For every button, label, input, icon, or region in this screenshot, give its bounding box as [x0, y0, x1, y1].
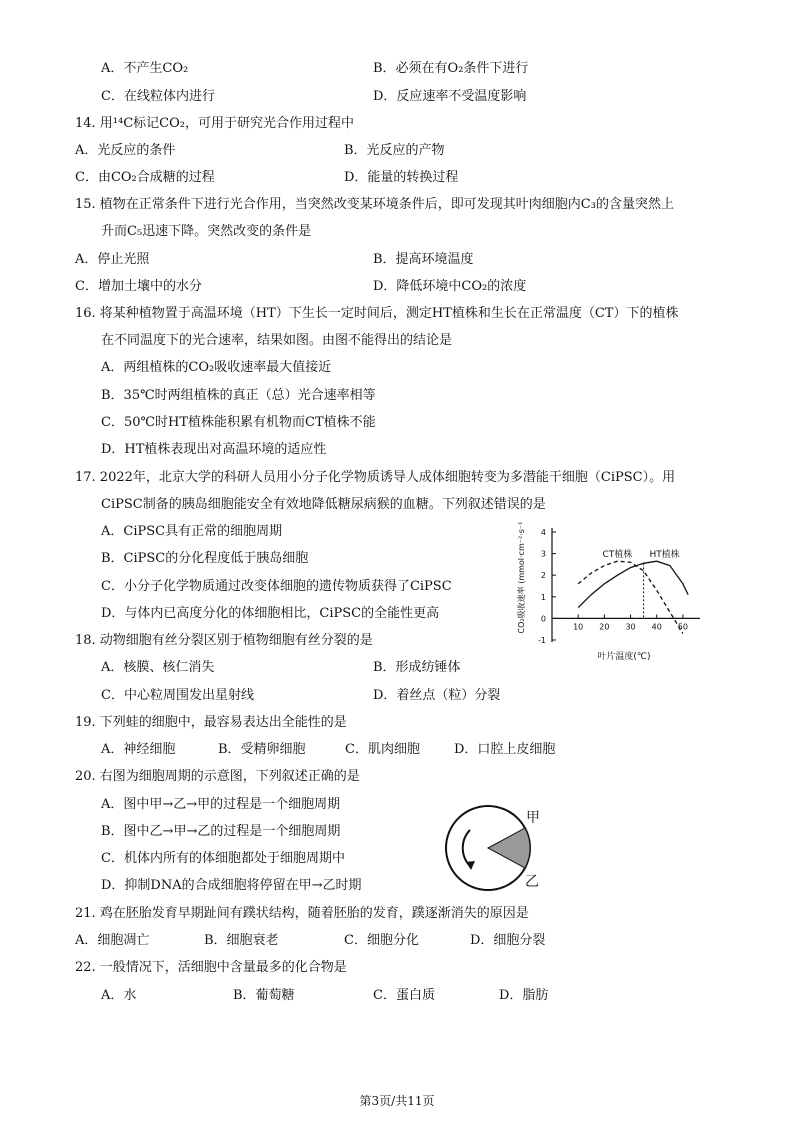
text-line: C．蛋白质 [373, 988, 435, 1003]
text-line: C．肌肉细胞 [345, 742, 420, 757]
text-line: C．在线粒体内进行 [101, 89, 215, 104]
text-line: A．不产生CO₂ [101, 61, 189, 76]
text-line: A．核膜、核仁消失 [101, 660, 215, 675]
text-line: 18. 动物细胞有丝分裂区别于植物细胞有丝分裂的是 [75, 633, 373, 648]
text-line: D．反应速率不受温度影响 [373, 89, 527, 104]
text-line: C．增加土壤中的水分 [75, 279, 202, 294]
text-line: B．葡萄糖 [233, 988, 295, 1003]
label-yi: 乙 [525, 874, 539, 890]
text-line: A．CiPSC具有正常的细胞周期 [101, 524, 283, 539]
text-line: A．图中甲→乙→甲的过程是一个细胞周期 [101, 797, 341, 812]
y-tick-label: 4 [540, 528, 546, 537]
text-line: 14. 用¹⁴C标记CO₂，可用于研究光合作用过程中 [75, 116, 354, 131]
text-line: 17. 2022年，北京大学的科研人员用小分子化学物质诱导人成体细胞转变为多潜能干细胞（CiPSC）。用 [75, 470, 676, 485]
series-label: CT植株 [602, 549, 633, 560]
text-line: 20. 右图为细胞周期的示意图，下列叙述正确的是 [75, 769, 360, 784]
text-line: 在不同温度下的光合速率，结果如图。由图不能得出的结论是 [101, 333, 453, 348]
text-line: 15. 植物在正常条件下进行光合作用，当突然改变某环境条件后，即可发现其叶肉细胞内C₃的含量突然上 [75, 197, 674, 212]
text-line: 升而C₅迅速下降。突然改变的条件是 [101, 224, 312, 239]
x-tick-label: 30 [625, 622, 636, 632]
y-tick-label: 0 [540, 614, 546, 624]
x-axis-label: 叶片温度(℃) [597, 652, 651, 662]
text-line: B．必须在有O₂条件下进行 [373, 61, 529, 76]
text-line: D．细胞分裂 [470, 933, 546, 948]
text-line: D．脂肪 [499, 988, 549, 1003]
text-line: D．口腔上皮细胞 [454, 742, 556, 757]
text-line: 16. 将某种植物置于高温环境（HT）下生长一定时间后，测定HT植株和生长在正常温度（CT）下的植株 [75, 306, 679, 321]
text-line: B．CiPSC的分化程度低于胰岛细胞 [101, 551, 309, 566]
y-tick-label: 3 [540, 549, 546, 559]
text-line: D．HT植株表现出对高温环境的适应性 [101, 442, 327, 457]
text-line: B．提高环境温度 [373, 252, 474, 267]
text-line: CiPSC制备的胰岛细胞能安全有效地降低糖尿病猴的血糖。下列叙述错误的是 [101, 497, 546, 512]
text-line: B．形成纺锤体 [373, 660, 461, 675]
text-line: D．能量的转换过程 [344, 170, 459, 185]
text-line: B．35℃时两组植株的真正（总）光合速率相等 [101, 388, 376, 403]
x-tick-label: 10 [573, 622, 584, 632]
x-tick-label: 50 [677, 622, 689, 632]
y-tick-label: -1 [538, 636, 546, 645]
photosynthesis-chart [506, 522, 706, 662]
text-line: C．小分子化学物质通过改变体细胞的遗传物质获得了CiPSC [101, 579, 452, 594]
text-line: A．神经细胞 [101, 742, 176, 757]
text-line: 22. 一般情况下，活细胞中含量最多的化合物是 [75, 960, 347, 975]
text-line: B．细胞衰老 [204, 933, 279, 948]
text-line: C．细胞分化 [344, 933, 419, 948]
page-footer: 第3页/共11页 [359, 1094, 435, 1108]
text-line: B．图中乙→甲→乙的过程是一个细胞周期 [101, 824, 341, 839]
text-line: B．光反应的产物 [344, 143, 445, 158]
text-line: C．由CO₂合成糖的过程 [75, 170, 215, 185]
series-line-1 [578, 561, 688, 607]
series-label: HT植株 [649, 549, 680, 560]
text-line: A．光反应的条件 [75, 143, 176, 158]
text-line: A．水 [101, 988, 137, 1003]
y-axis-label: CO₂吸收速率 (mmol·cm⁻²·s⁻¹) [517, 522, 526, 634]
y-tick-label: 2 [540, 571, 546, 581]
text-line: A．停止光照 [75, 252, 150, 267]
text-line: C．机体内所有的体细胞都处于细胞周期中 [101, 851, 345, 866]
text-line: D．降低环境中CO₂的浓度 [373, 279, 527, 294]
text-line: D．着丝点（粒）分裂 [373, 688, 501, 703]
text-line: 21. 鸡在胚胎发育早期趾间有蹼状结构，随着胚胎的发育，蹼逐渐消失的原因是 [75, 906, 529, 921]
text-line: A．细胞凋亡 [75, 933, 150, 948]
x-tick-label: 20 [599, 622, 610, 632]
label-jia: 甲 [526, 810, 540, 826]
text-line: C．中心粒周围发出星射线 [101, 688, 254, 703]
cell-cycle-diagram [440, 800, 550, 900]
text-line: 19. 下列蛙的细胞中，最容易表达出全能性的是 [75, 715, 347, 730]
y-tick-label: 1 [540, 592, 546, 602]
text-line: D．与体内已高度分化的体细胞相比，CiPSC的全能性更高 [101, 606, 440, 621]
text-line: C．50℃时HT植株能积累有机物而CT植株不能 [101, 415, 376, 430]
text-line: B．受精卵细胞 [218, 742, 306, 757]
x-tick-label: 40 [651, 622, 662, 632]
text-line: A．两组植株的CO₂吸收速率最大值接近 [101, 360, 332, 375]
text-line: D．抑制DNA的合成细胞将停留在甲→乙时期 [101, 878, 362, 893]
